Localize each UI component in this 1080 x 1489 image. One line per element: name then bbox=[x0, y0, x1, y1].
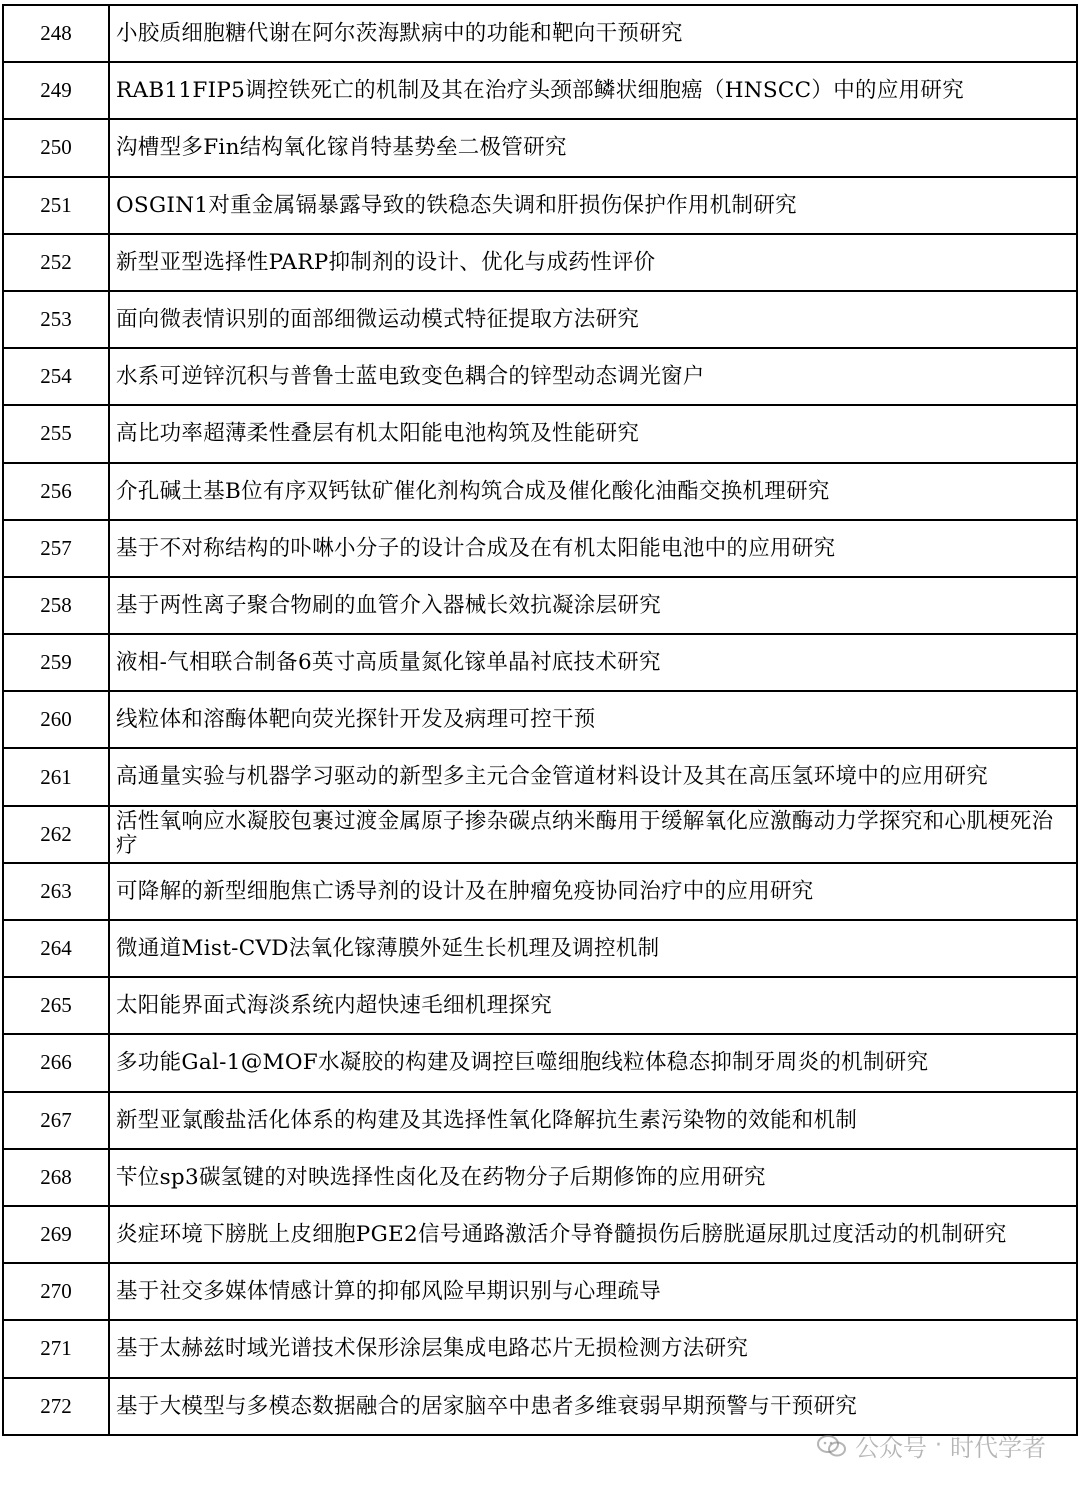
table-row bbox=[3, 405, 1077, 462]
project-title: RAB11FIP5调控铁死亡的机制及其在治疗头颈部鳞状细胞癌（HNSCC）中的应用研究 bbox=[109, 62, 1077, 119]
table-row bbox=[3, 234, 1077, 291]
project-title: 基于两性离子聚合物刷的血管介入器械长效抗凝涂层研究 bbox=[109, 577, 1077, 634]
wechat-icon bbox=[817, 1434, 847, 1458]
project-title: 微通道Mist-CVD法氧化镓薄膜外延生长机理及调控机制 bbox=[109, 920, 1077, 977]
row-number: 259 bbox=[3, 634, 109, 691]
row-number: 269 bbox=[3, 1206, 109, 1263]
table-row bbox=[3, 1378, 1077, 1435]
row-number: 264 bbox=[3, 920, 109, 977]
row-number: 256 bbox=[3, 463, 109, 520]
watermark-separator: · bbox=[935, 1433, 942, 1458]
project-title: 高通量实验与机器学习驱动的新型多主元合金管道材料设计及其在高压氢环境中的应用研究 bbox=[109, 748, 1077, 805]
row-number: 251 bbox=[3, 177, 109, 234]
table-row bbox=[3, 863, 1077, 920]
project-title: 沟槽型多Fin结构氧化镓肖特基势垒二极管研究 bbox=[109, 119, 1077, 176]
table-row bbox=[3, 1034, 1077, 1091]
watermark-account: 时代学者 bbox=[950, 1434, 1046, 1462]
row-number: 270 bbox=[3, 1263, 109, 1320]
row-number: 258 bbox=[3, 577, 109, 634]
project-title: 活性氧响应水凝胶包裹过渡金属原子掺杂碳点纳米酶用于缓解氧化应激酶动力学探究和心肌梗死治疗 bbox=[109, 806, 1077, 863]
table-row bbox=[3, 1149, 1077, 1206]
row-number: 257 bbox=[3, 520, 109, 577]
project-title: 基于太赫兹时域光谱技术保形涂层集成电路芯片无损检测方法研究 bbox=[109, 1320, 1077, 1377]
table-row bbox=[3, 291, 1077, 348]
row-number: 254 bbox=[3, 348, 109, 405]
project-title: 基于不对称结构的卟啉小分子的设计合成及在有机太阳能电池中的应用研究 bbox=[109, 520, 1077, 577]
table-row bbox=[3, 1206, 1077, 1263]
project-title: 可降解的新型细胞焦亡诱导剂的设计及在肿瘤免疫协同治疗中的应用研究 bbox=[109, 863, 1077, 920]
project-title: 水系可逆锌沉积与普鲁士蓝电致变色耦合的锌型动态调光窗户 bbox=[109, 348, 1077, 405]
table-row bbox=[3, 1320, 1077, 1377]
project-title: 多功能Gal-1@MOF水凝胶的构建及调控巨噬细胞线粒体稳态抑制牙周炎的机制研究 bbox=[109, 1034, 1077, 1091]
row-number: 263 bbox=[3, 863, 109, 920]
table-row bbox=[3, 62, 1077, 119]
table-row bbox=[3, 634, 1077, 691]
project-title: 线粒体和溶酶体靶向荧光探针开发及病理可控干预 bbox=[109, 691, 1077, 748]
row-number: 272 bbox=[3, 1378, 109, 1435]
project-table-body bbox=[3, 5, 1077, 1435]
row-number: 271 bbox=[3, 1320, 109, 1377]
project-title: 炎症环境下膀胱上皮细胞PGE2信号通路激活介导脊髓损伤后膀胱逼尿肌过度活动的机制研究 bbox=[109, 1206, 1077, 1263]
project-title: 苄位sp3碳氢键的对映选择性卤化及在药物分子后期修饰的应用研究 bbox=[109, 1149, 1077, 1206]
project-title: 新型亚氯酸盐活化体系的构建及其选择性氧化降解抗生素污染物的效能和机制 bbox=[109, 1092, 1077, 1149]
table-row bbox=[3, 520, 1077, 577]
project-table bbox=[2, 4, 1078, 1436]
row-number: 248 bbox=[3, 5, 109, 62]
project-title: 基于社交多媒体情感计算的抑郁风险早期识别与心理疏导 bbox=[109, 1263, 1077, 1320]
table-row bbox=[3, 806, 1077, 863]
row-number: 252 bbox=[3, 234, 109, 291]
project-title: 液相-气相联合制备6英寸高质量氮化镓单晶衬底技术研究 bbox=[109, 634, 1077, 691]
row-number: 255 bbox=[3, 405, 109, 462]
row-number: 267 bbox=[3, 1092, 109, 1149]
row-number: 268 bbox=[3, 1149, 109, 1206]
table-row bbox=[3, 119, 1077, 176]
table-row bbox=[3, 977, 1077, 1034]
row-number: 249 bbox=[3, 62, 109, 119]
project-title: 太阳能界面式海淡系统内超快速毛细机理探究 bbox=[109, 977, 1077, 1034]
row-number: 261 bbox=[3, 748, 109, 805]
table-row bbox=[3, 577, 1077, 634]
project-title: 面向微表情识别的面部细微运动模式特征提取方法研究 bbox=[109, 291, 1077, 348]
table-row bbox=[3, 691, 1077, 748]
row-number: 260 bbox=[3, 691, 109, 748]
project-title: 介孔碱土基B位有序双钙钛矿催化剂构筑合成及催化酸化油酯交换机理研究 bbox=[109, 463, 1077, 520]
project-title: 新型亚型选择性PARP抑制剂的设计、优化与成药性评价 bbox=[109, 234, 1077, 291]
table-row bbox=[3, 1092, 1077, 1149]
row-number: 266 bbox=[3, 1034, 109, 1091]
row-number: 253 bbox=[3, 291, 109, 348]
table-row bbox=[3, 1263, 1077, 1320]
project-title: OSGIN1对重金属镉暴露导致的铁稳态失调和肝损伤保护作用机制研究 bbox=[109, 177, 1077, 234]
project-title: 高比功率超薄柔性叠层有机太阳能电池构筑及性能研究 bbox=[109, 405, 1077, 462]
watermark-prefix: 公众号 bbox=[855, 1434, 927, 1462]
row-number: 262 bbox=[3, 806, 109, 863]
table-row bbox=[3, 348, 1077, 405]
row-number: 250 bbox=[3, 119, 109, 176]
project-title: 基于大模型与多模态数据融合的居家脑卒中患者多维衰弱早期预警与干预研究 bbox=[109, 1378, 1077, 1435]
table-row bbox=[3, 920, 1077, 977]
table-row bbox=[3, 748, 1077, 805]
table-row bbox=[3, 463, 1077, 520]
table-row bbox=[3, 177, 1077, 234]
project-table-container bbox=[2, 4, 1078, 1436]
row-number: 265 bbox=[3, 977, 109, 1034]
table-row bbox=[3, 5, 1077, 62]
project-title: 小胶质细胞糖代谢在阿尔茨海默病中的功能和靶向干预研究 bbox=[109, 5, 1077, 62]
